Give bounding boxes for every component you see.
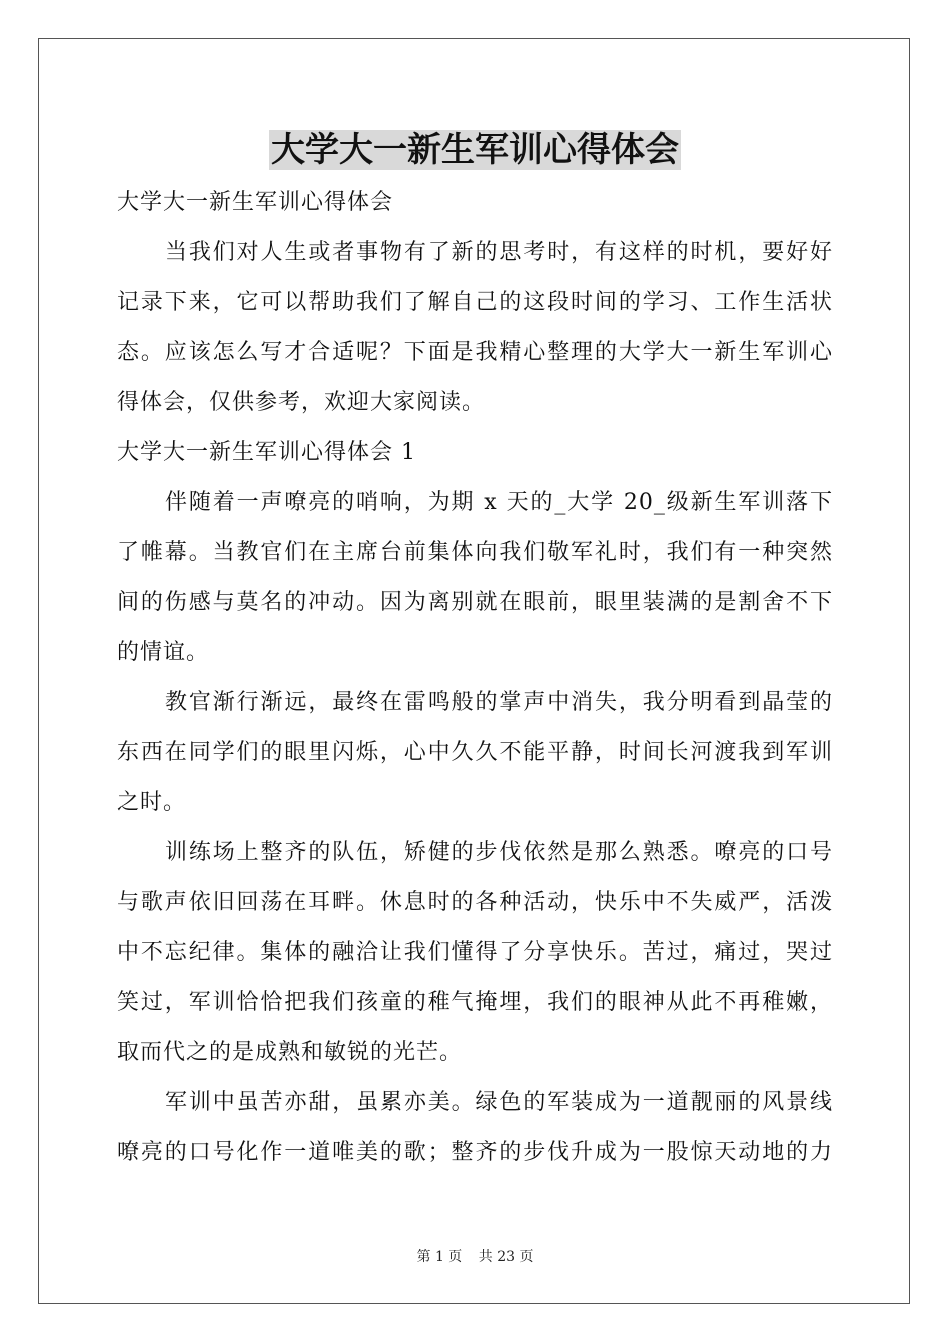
page-number: 第 1 页 [416, 1249, 463, 1265]
text-line: 笑过，军训恰恰把我们孩童的稚气掩埋，我们的眼神从此不再稚嫩， [117, 990, 833, 1015]
text-line: 间的伤感与莫名的冲动。因为离别就在眼前，眼里装满的是割舍不下 [117, 590, 833, 615]
paragraph-4 [117, 1078, 833, 1178]
text-line: 嘹亮的口号化作一道唯美的歌；整齐的步伐升成为一股惊天动地的力 [117, 1140, 833, 1165]
page-footer [0, 1246, 950, 1266]
document-title: 大学大一新生军训心得体会 [271, 130, 679, 170]
text-line: 态。应该怎么写才合适呢？下面是我精心整理的大学大一新生军训心 [117, 340, 833, 365]
text-line: 军训中虽苦亦甜，虽累亦美。绿色的军装成为一道靓丽的风景线 [165, 1090, 833, 1115]
text-line: 的情谊。 [117, 640, 210, 665]
text-line: 得体会，仅供参考，欢迎大家阅读。 [117, 390, 486, 415]
page-total: 共 23 页 [478, 1249, 534, 1265]
document-body [117, 178, 833, 1178]
text-line: 了帷幕。当教官们在主席台前集体向我们敬军礼时，我们有一种突然 [117, 540, 833, 565]
text-line: 伴随着一声嘹亮的哨响，为期 x 天的_大学 20_级新生军训落下 [165, 490, 833, 515]
intro-paragraph [117, 228, 833, 428]
text-line: 取而代之的是成熟和敏锐的光芒。 [117, 1040, 463, 1065]
subtitle: 大学大一新生军训心得体会 [117, 190, 394, 215]
text-line: 当我们对人生或者事物有了新的思考时，有这样的时机，要好好 [165, 240, 833, 265]
section-heading: 大学大一新生军训心得体会 1 [117, 440, 416, 465]
paragraph-2 [117, 678, 833, 828]
text-line: 东西在同学们的眼里闪烁，心中久久不能平静，时间长河渡我到军训 [117, 740, 833, 765]
text-line: 中不忘纪律。集体的融洽让我们懂得了分享快乐。苦过，痛过，哭过 [117, 940, 833, 965]
paragraph-3 [117, 828, 833, 1078]
paragraph-1 [117, 478, 833, 678]
text-line: 训练场上整齐的队伍，矫健的步伐依然是那么熟悉。嘹亮的口号 [165, 840, 833, 865]
text-line: 记录下来，它可以帮助我们了解自己的这段时间的学习、工作生活状 [117, 290, 833, 315]
text-line: 之时。 [117, 790, 187, 815]
text-line: 教官渐行渐远，最终在雷鸣般的掌声中消失，我分明看到晶莹的 [165, 690, 833, 715]
text-line: 与歌声依旧回荡在耳畔。休息时的各种活动，快乐中不失威严，活泼 [117, 890, 833, 915]
